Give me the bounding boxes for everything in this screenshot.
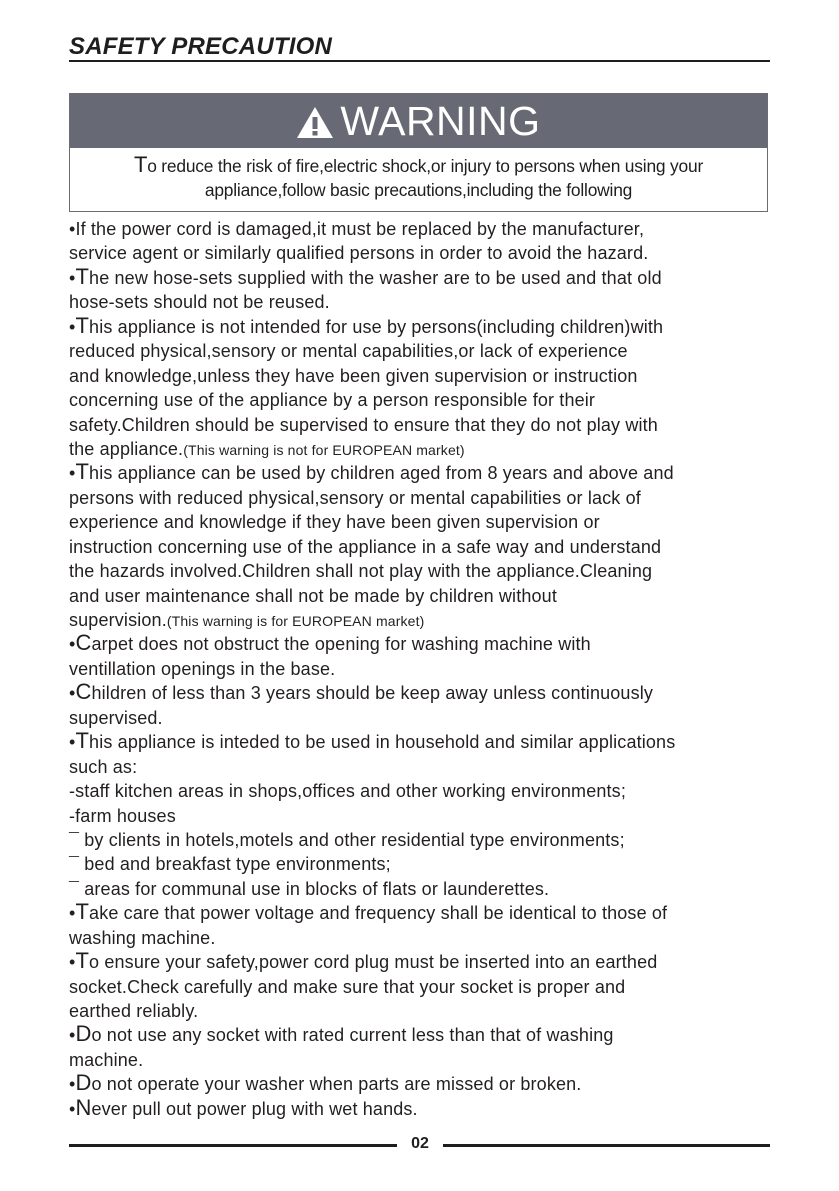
precaution-item [69, 900, 779, 924]
line-text: concerning use of the appliance by a person responsible for their [69, 390, 596, 411]
line-text: his appliance is inteded to be used in household and similar applications [89, 732, 676, 753]
precaution-line [69, 485, 779, 509]
line-text: the hazards involved.Children shall not play with the appliance.Cleaning [69, 561, 653, 582]
bullet: • [69, 219, 76, 239]
precaution-line [69, 509, 779, 533]
initial-letter: N [75, 1094, 92, 1120]
warning-banner [70, 94, 767, 148]
line-text: supervision. [69, 610, 167, 630]
line-text: If the power cord is damaged,it must be replaced by the manufacturer, [75, 219, 645, 239]
precaution-item [69, 949, 779, 973]
line-text: the appliance. [69, 438, 184, 459]
precaution-line [69, 558, 779, 582]
precaution-line [69, 803, 779, 827]
bullet: • [69, 952, 76, 973]
line-text: ¯ by clients in hotels,motels and other residential type environments; [69, 829, 625, 850]
precaution-line [69, 534, 779, 558]
line-text: persons with reduced physical,sensory or mental capabilities or lack of [69, 487, 641, 508]
initial-letter: T [75, 459, 90, 485]
precaution-line [69, 412, 779, 436]
line-text: he new hose-sets supplied with the washer are to be used and that old [89, 267, 662, 288]
bullet: • [69, 732, 76, 753]
bullet: • [69, 634, 76, 655]
warning-title: WARNING [340, 97, 541, 144]
line-text: o ensure your safety,power cord plug must be inserted into an earthed [89, 952, 658, 973]
bullet: • [69, 1098, 76, 1119]
bullet: • [69, 683, 76, 704]
initial-letter: C [75, 630, 92, 656]
line-text: and knowledge,unless they have been given supervision or instruction [69, 365, 638, 386]
bullet: • [69, 463, 76, 484]
line-text: socket.Check carefully and make sure that your socket is proper and [69, 976, 626, 997]
bullet: • [69, 903, 76, 924]
line-text: hose-sets should not be reused. [69, 292, 330, 313]
precaution-line [69, 705, 779, 729]
line-text: -staff kitchen areas in shops,offices and other working environments; [69, 781, 626, 802]
initial-letter: T [75, 263, 90, 289]
warning-box [69, 93, 768, 212]
bullet: • [69, 1074, 76, 1095]
line-text: such as: [69, 756, 138, 777]
line-text: his appliance is not intended for use by persons(including children)with [89, 316, 664, 337]
precaution-line [69, 387, 779, 411]
line-text: and user maintenance shall not be made by children without [69, 585, 557, 606]
intro-line-1: o reduce the risk of fire,electric shock,or injury to persons when using your [147, 156, 704, 176]
line-text: his appliance can be used by children aged from 8 years and above and [89, 463, 674, 484]
line-text: machine. [69, 1049, 144, 1070]
header-divider [69, 60, 770, 62]
precaution-item [69, 1071, 779, 1095]
precaution-item [69, 631, 779, 655]
initial-letter: T [75, 899, 90, 925]
footer-divider-right [443, 1144, 770, 1147]
intro-line-2: appliance,follow basic precautions,including the following [204, 180, 633, 200]
line-text: supervised. [69, 707, 163, 728]
initial-letter: T [75, 948, 90, 974]
precaution-item [69, 460, 779, 484]
warning-triangle-icon [296, 106, 334, 139]
initial-letter: T [75, 728, 90, 754]
precaution-line [69, 754, 779, 778]
initial-letter: D [75, 1021, 92, 1047]
initial-letter: T [75, 312, 90, 338]
precaution-line [69, 998, 779, 1022]
footer-divider-left [69, 1144, 397, 1147]
precaution-line [69, 240, 779, 264]
bullet: • [69, 1025, 76, 1046]
page-number: 02 [411, 1135, 429, 1152]
precaution-item [69, 265, 779, 289]
line-text: arpet does not obstruct the opening for washing machine with [91, 634, 591, 655]
precaution-line [69, 363, 779, 387]
line-text: ake care that power voltage and frequency shall be identical to those of [89, 903, 668, 924]
line-text: safety.Children should be supervised to ensure that they do not play with [69, 414, 658, 435]
line-text: earthed reliably. [69, 1001, 199, 1021]
line-text: hildren of less than 3 years should be keep away unless continuously [91, 683, 654, 704]
precaution-line [69, 289, 779, 313]
page-title: SAFETY PRECAUTION [69, 33, 332, 60]
precaution-line [69, 583, 779, 607]
line-text: reduced physical,sensory or mental capabilities,or lack of experience [69, 341, 628, 362]
precaution-line [69, 338, 779, 362]
precautions-list [69, 216, 779, 1120]
market-note: (This warning is not for EUROPEAN market) [183, 441, 465, 458]
line-text: instruction concerning use of the appliance in a safe way and understand [69, 536, 662, 557]
precaution-line [69, 827, 779, 851]
precaution-line [69, 925, 779, 949]
initial-letter: C [75, 679, 92, 705]
line-text: o not operate your washer when parts are missed or broken. [91, 1074, 582, 1095]
line-text: washing machine. [69, 927, 216, 948]
bullet: • [69, 267, 76, 288]
initial-letter: D [75, 1070, 92, 1096]
line-text: ever pull out power plug with wet hands. [91, 1098, 418, 1119]
precaution-item [69, 216, 779, 240]
market-note: (This warning is for EUROPEAN market) [166, 613, 425, 629]
line-text: experience and knowledge if they have been given supervision or [69, 512, 600, 533]
precaution-line [69, 851, 779, 875]
precaution-line [69, 607, 779, 631]
intro-initial: T [133, 152, 148, 177]
warning-intro [70, 148, 767, 202]
line-text: ¯ bed and breakfast type environments; [69, 854, 391, 875]
line-text: ventillation openings in the base. [69, 658, 336, 679]
bullet: • [69, 316, 76, 337]
precaution-line [69, 1047, 779, 1071]
line-text: o not use any socket with rated current less than that of washing [91, 1025, 614, 1046]
precaution-item [69, 1096, 779, 1120]
precaution-line [69, 778, 779, 802]
precaution-line [69, 436, 779, 460]
precaution-item [69, 1022, 779, 1046]
precaution-item [69, 729, 779, 753]
line-text: -farm houses [69, 805, 176, 826]
precaution-item [69, 680, 779, 704]
line-text: ¯ areas for communal use in blocks of flats or launderettes. [69, 878, 550, 899]
line-text: service agent or similarly qualified persons in order to avoid the hazard. [69, 243, 649, 264]
precaution-item [69, 314, 779, 338]
precaution-line [69, 876, 779, 900]
precaution-line [69, 656, 779, 680]
precaution-line [69, 974, 779, 998]
